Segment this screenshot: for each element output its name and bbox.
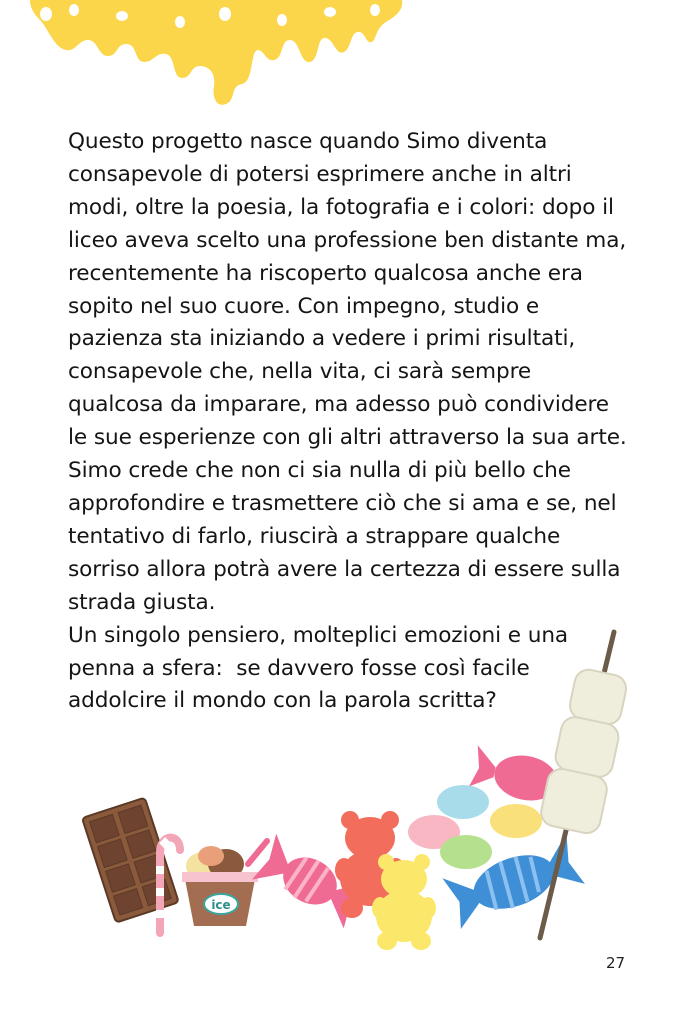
marshmallow-skewer-icon xyxy=(539,632,629,938)
ice-cream-cup-icon xyxy=(182,841,267,926)
page-number: 27 xyxy=(606,954,626,972)
gummy-bear-yellow-icon xyxy=(372,854,436,950)
sweets-illustration xyxy=(78,628,638,958)
paragraph-2: Simo crede che non ci sia nulla di più bello che approfondire e trasmettere ciò che si ama e se, nel tentativo di farlo, riuscirà a strappare qualche sorriso allora potrà avere la certezza di essere sulla strada giusta. xyxy=(68,458,628,615)
melting-drip-decoration xyxy=(30,0,410,115)
ice-cream-cup-label: ice xyxy=(211,898,231,912)
paragraph-3: Un singolo pensiero, molteplici emozioni e una penna a sfera: se davvero fosse così facile addolcire il mondo con la parola scritta? xyxy=(68,622,575,714)
paragraph-1: Questo progetto nasce quando Simo diventa consapevole di potersi esprimere anche in altri modi, oltre la poesia, la fotografia e i colori: dopo il liceo aveva scelto una professione ben distante ma, recentemente ha riscoperto qualcosa anche era sopito nel suo cuore. Con impegno, studio e pazienza sta iniziando a vedere i primi risultati, consapevole che, nella vita, ci sarà sempre qualcosa da imparare, ma adesso può condividere le sue esperienze con gli altri attraverso la sua arte. xyxy=(68,129,633,451)
chocolate-bar-icon xyxy=(82,798,179,923)
